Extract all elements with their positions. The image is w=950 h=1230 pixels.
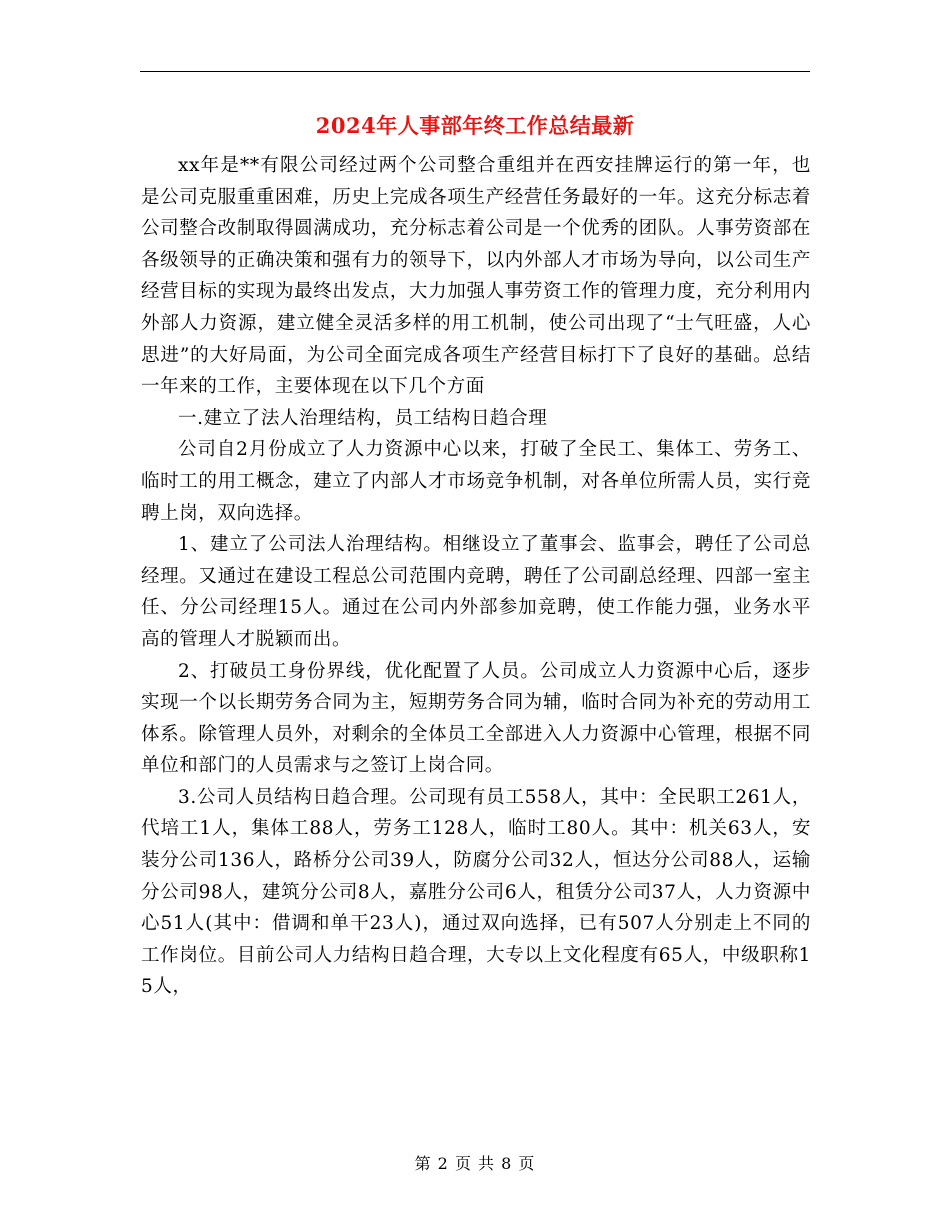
paragraph-hr-center: 公司自2月份成立了人力资源中心以来，打破了全民工、集体工、劳务工、临时工的用工概念，建立了内部人才市场竞争机制，对各单位所需人员，实行竞聘上岗，双向选择。 bbox=[141, 439, 811, 524]
section-heading-1: 一.建立了法人治理结构，员工结构日趋合理 bbox=[178, 407, 548, 429]
paragraph-item-2: 2、打破员工身份界线，优化配置了人员。公司成立人力资源中心后，逐步实现一个以长期劳务合同为主，短期劳务合同为辅，临时合同为补充的劳动用工体系。除管理人员外，对剩余的全体员工全部进入人力资源中心管理，根据不同单位和部门的人员需求与之签订上岗合同。 bbox=[141, 660, 811, 777]
paragraph-item-1: 1、建立了公司法人治理结构。相继设立了董事会、监事会，聘任了公司总经理。又通过在建设工程总公司范围内竞聘，聘任了公司副总经理、四部一室主任、分公司经理15人。通过在公司内外部参加竞聘，使工作能力强，业务水平高的管理人才脱颖而出。 bbox=[141, 534, 811, 650]
document-title: 2024年人事部年终工作总结最新 bbox=[315, 113, 635, 138]
page-footer bbox=[0, 1153, 950, 1175]
header-rule bbox=[140, 71, 810, 72]
paragraph-item-3: 3.公司人员结构日趋合理。公司现有员工558人，其中：全民职工261人，代培工1人，集体工88人，劳务工128人，临时工80人。其中：机关63人，安装分公司136人，路桥分公司39人，防腐分公司32人，恒达分公司88人，运输分公司98人，建筑分公司8人，嘉胜分公司6人，租赁分公司37人，人力资源中心51人(其中：借调和单干23人)，通过双向选择，已有507人分别走上不同的工作岗位。目前公司人力结构日趋合理，大专以上文化程度有65人，中级职称15人， bbox=[141, 786, 811, 998]
document-body bbox=[141, 150, 811, 1003]
paragraph-intro: xx年是**有限公司经过两个公司整合重组并在西安挂牌运行的第一年，也是公司克服重重困难，历史上完成各项生产经营任务最好的一年。这充分标志着公司整合改制取得圆满成功，充分标志着公司是一个优秀的团队。人事劳资部在各级领导的正确决策和强有力的领导下，以内外部人才市场为导向，以公司生产经营目标的实现为最终出发点，大力加强人事劳资工作的管理力度，充分利用内外部人力资源，建立健全灵活多样的用工机制，使公司出现了“士气旺盛，人心思进”的大好局面，为公司全面完成各项生产经营目标打下了良好的基础。总结一年来的工作，主要体现在以下几个方面 bbox=[141, 155, 811, 398]
page-number: 第 2 页 共 8 页 bbox=[414, 1154, 536, 1173]
